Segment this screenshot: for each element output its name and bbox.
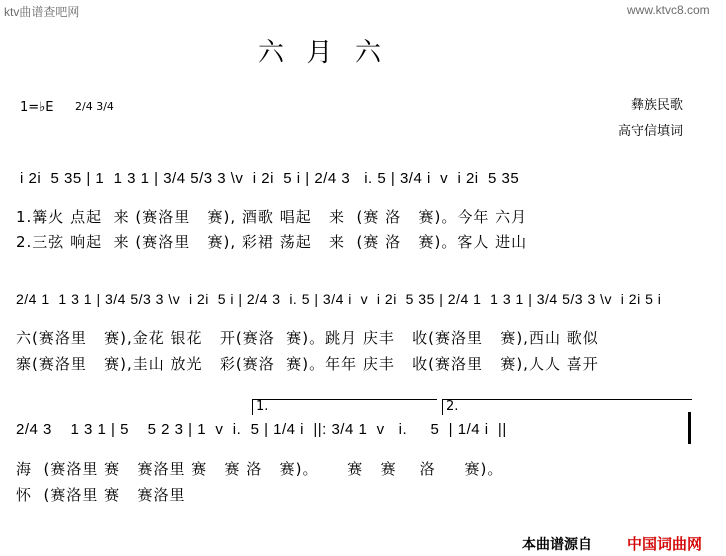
credit-lyricist: 高守信填词 (618, 124, 684, 139)
volta2-bracket (442, 399, 692, 400)
volta1-bracket-left (252, 399, 253, 415)
system1-lyric1: 1.篝火 点起 来 (赛洛里 赛), 酒歌 唱起 来 (赛 洛 赛)。今年 六月 (16, 208, 528, 226)
time-signature: 2/4 3/4 (75, 100, 114, 113)
final-barline (688, 412, 691, 444)
volta1-label: 1. (256, 399, 269, 414)
system2-lyric2: 寨(赛洛里 赛),圭山 放光 彩(赛洛 赛)。年年 庆丰 收(赛洛里 赛),人人 喜开 (16, 355, 599, 373)
volta2-bracket-left (442, 399, 443, 415)
watermark-right: www.ktvc8.com (627, 3, 710, 17)
volta2-label: 2. (446, 399, 459, 414)
watermark-left: ktv曲谱查吧网 (4, 5, 80, 19)
system1-lyric2: 2.三弦 响起 来 (赛洛里 赛), 彩裙 荡起 来 (赛 洛 赛)。客人 进山 (16, 233, 528, 251)
song-title: 六 月 六 (258, 38, 384, 68)
system3-notes: 2/4 3 1 3 1 | 5 5 2 3 | 1 v i. 5 | 1/4 i ||: 3/4 1 v i. 5 | 1/4 i || (16, 421, 507, 438)
system2-lyric1: 六(赛洛里 赛),金花 银花 开(赛洛 赛)。跳月 庆丰 收(赛洛里 赛),西山 歌似 (16, 329, 599, 347)
system1-notes: i 2i 5 35 | 1 1 3 1 | 3/4 5/3 3 \v i 2i 5 i | 2/4 3 i. 5 | 3/4 i v i 2i 5 35 (20, 170, 520, 187)
system3-lyric2: 怀 (赛洛里 赛 赛洛里 (16, 486, 186, 504)
system3-lyric1: 海 (赛洛里 赛 赛洛里 赛 赛 洛 赛)。 赛 赛 洛 赛)。 (16, 460, 504, 478)
footer-source-label: 本曲谱源自 (522, 537, 592, 553)
key-signature: 1=♭E (20, 100, 54, 115)
credit-folk-song: 彝族民歌 (631, 98, 684, 113)
volta1-bracket (252, 399, 437, 400)
footer-site-link[interactable]: 中国词曲网 (627, 535, 703, 553)
system2-notes: 2/4 1 1 3 1 | 3/4 5/3 3 \v i 2i 5 i | 2/4 3 i. 5 | 3/4 i v i 2i 5 35 | 2/4 1 1 3 1 | 3/4 5/3 3 \v i 2i 5 i (16, 291, 662, 307)
